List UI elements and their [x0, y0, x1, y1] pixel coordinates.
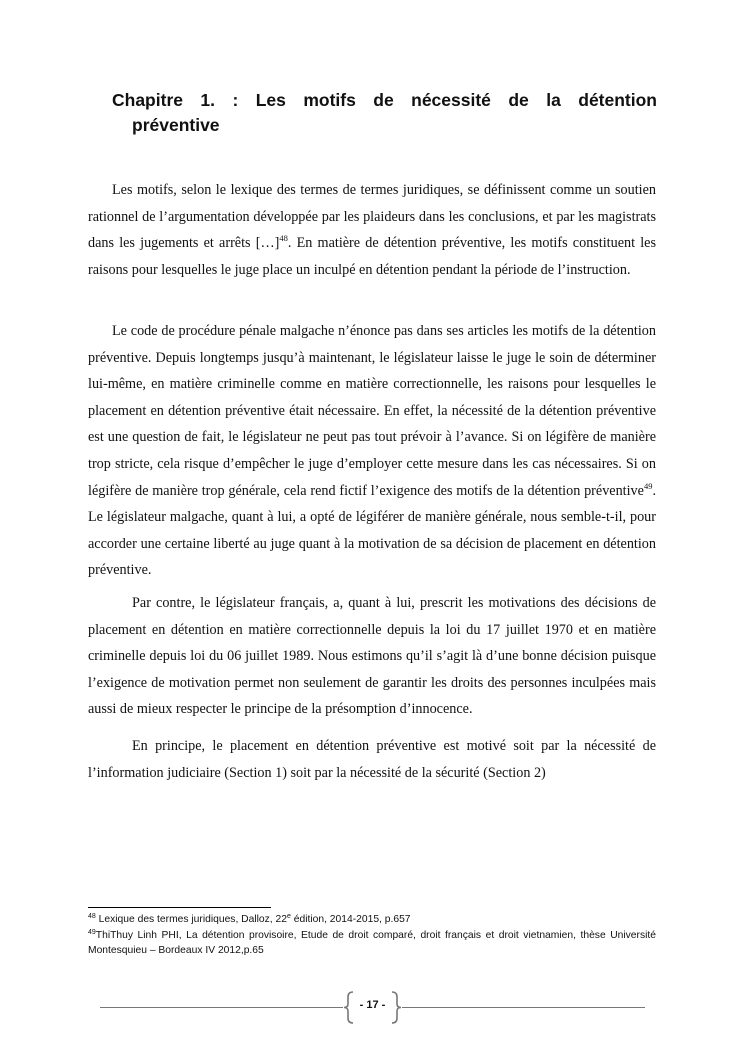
- paragraph-1-text-b: . En matière de détention préventive, les motifs constituent les raisons pour lesquelles le juge place un inculpé en détention pendant la période de l’instruction.: [88, 235, 656, 278]
- footnote-48-superscript: e: [286, 913, 291, 920]
- footnotes: [88, 912, 656, 959]
- footnote-48: [88, 912, 656, 928]
- paragraph-3: Par contre, le législateur français, a, quant à lui, prescrit les motivations des décisions de placement en détention en matière correctionnelle depuis la loi du 17 juillet 1970 et en matière criminelle depuis loi du 06 juillet 1989. Nous estimons qu’il s’agit là d’une bonne décision puisque l’exigence de motivation permet non seulement de garantir les droits des personnes inculpées mais aussi de mieux respecter le principe de la présomption d’innocence.: [88, 595, 656, 718]
- page-number: - 17 -: [359, 999, 386, 1011]
- footnote-49-text: ThiThuy Linh PHI, La détention provisoire, Etude de droit comparé, droit français et droit vietnamien, thèse Université Montesquieu – Bordeaux IV 2012,p.65: [88, 929, 656, 956]
- footer-rule-left: [100, 1007, 343, 1008]
- footnote-ref-49[interactable]: 49: [643, 480, 653, 491]
- right-brace-icon: [390, 991, 402, 1024]
- chapter-title-line-2: préventive: [132, 115, 220, 135]
- footnote-49-number: 49: [88, 928, 96, 936]
- footnote-48-text-a: Lexique des termes juridiques, Dalloz, 22: [95, 914, 287, 925]
- footnote-ref-48[interactable]: 48: [279, 233, 288, 244]
- footnote-48-number: 48: [88, 913, 96, 920]
- footnote-48-text-b: édition, 2014-2015, p.657: [290, 914, 411, 925]
- chapter-title-line-1: Chapitre 1. : Les motifs de nécessité de la détention: [112, 90, 657, 110]
- page-footer: [100, 988, 645, 1028]
- left-brace-icon: [343, 991, 355, 1024]
- paragraph-2-text-a: Le code de procédure pénale malgache n’énonce pas dans ses articles les motifs de la détention préventive. Depuis longtemps jusqu’à maintenant, le législateur laisse le juge le soin de déterminer lui-même, en matière criminelle comme en matière correctionnelle, les raisons pour lesquelles le placement en détention préventive était nécessaire. En effet, la nécessité de la détention préventive est une question de fait, le législateur ne peut pas tout prévoir à l’avance. Si on légifère de manière trop stricte, cela risque d’empêcher le juge d’employer cette mesure dans les cas nécessaires. Si on légifère de manière trop générale, cela rend fictif l’exigence des motifs de la détention préventive: [88, 323, 656, 499]
- paragraph-2-text-b: . Le législateur malgache, quant à lui, a opté de légiférer de manière générale, nous semble-t-il, pour accorder une certaine liberté au juge quant à la motivation de sa décision de placement en détention préventive.: [88, 482, 656, 579]
- paragraph-1: [88, 177, 656, 283]
- paragraph-4: En principe, le placement en détention préventive est motivé soit par la nécessité de l’information judiciaire (Section 1) soit par la nécessité de la sécurité (Section 2): [88, 738, 656, 781]
- footnote-49: [88, 928, 656, 959]
- footnote-separator: [88, 907, 271, 908]
- paragraph-1-text-a: Les motifs, selon le lexique des termes de termes juridiques, se définissent comme un soutien rationnel de l’argumentation développée par les plaideurs dans les conclusions, et par les magistrats dans les jugements et arrêts […]: [88, 182, 656, 252]
- footer-rule-right: [402, 1007, 645, 1008]
- chapter-title: [112, 88, 657, 138]
- paragraph-2: [88, 318, 656, 584]
